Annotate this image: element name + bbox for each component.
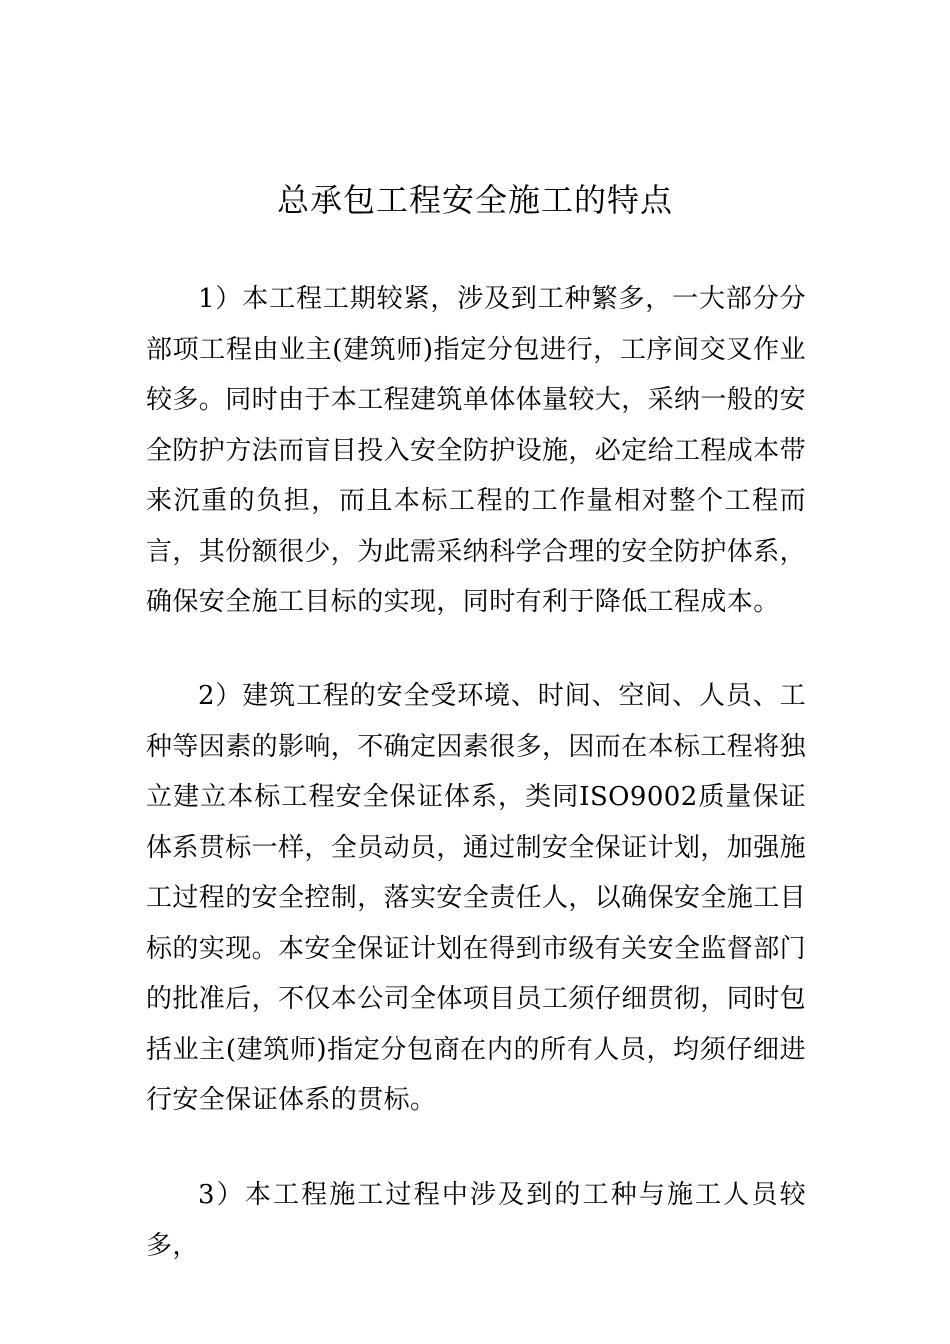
paragraph-3: 3）本工程施工过程中涉及到的工种与施工人员较多， [146, 1180, 806, 1261]
paragraph-1: 1）本工程工期较紧，涉及到工种繁多，一大部分分部项工程由业主(建筑师)指定分包进行，工序间交叉作业较多。同时由于本工程建筑单体体量较大，采纳一般的安全防护方法而盲目投入安全防护设施，必定给工程成本带来沉重的负担，而且本标工程的工作量相对整个工程而言，其份额很少，为此需采纳科学合理的安全防护体系，确保安全施工目标的实现，同时有利于降低工程成本。 [146, 284, 807, 617]
paragraph-2: 2）建筑工程的安全受环境、时间、空间、人员、工种等因素的影响，不确定因素很多，因而在本标工程将独立建立本标工程安全保证体系，类同ISO9002质量保证体系贯标一样，全员动员，通过制安全保证计划，加强施工过程的安全控制，落实安全责任人，以确保安全施工目标的实现。本安全保证计划在得到市级有关安全监督部门的批准后，不仅本公司全体项目员工须仔细贯彻，同时包括业主(建筑师)指定分包商在内的所有人员，均须仔细进行安全保证体系的贯标。 [146, 681, 807, 1115]
page-title: 总承包工程安全施工的特点 [276, 181, 673, 219]
